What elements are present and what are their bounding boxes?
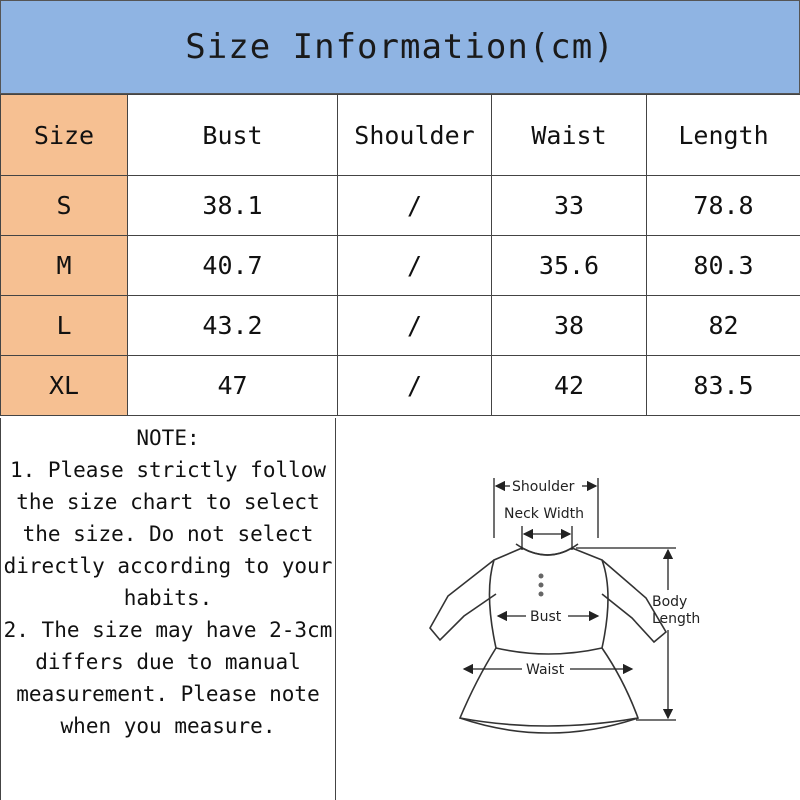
label-body: Body: [652, 594, 688, 610]
page-title: Size Information(cm): [0, 0, 800, 94]
cell-size: L: [1, 296, 128, 356]
table-row: [1, 356, 800, 416]
header-size: Size: [1, 95, 128, 176]
cell-bust: 38.1: [128, 176, 338, 236]
cell-bust: 47: [128, 356, 338, 416]
label-neck-width: Neck Width: [504, 506, 585, 522]
header-bust: Bust: [128, 95, 338, 176]
header-length: Length: [647, 95, 800, 176]
table-row: [1, 296, 800, 356]
table-row: [1, 176, 800, 236]
cell-length: 83.5: [647, 356, 800, 416]
cell-size: S: [1, 176, 128, 236]
header-shoulder: Shoulder: [338, 95, 492, 176]
cell-shoulder: /: [338, 356, 492, 416]
note-item-2: 2. The size may have 2-3cm differs due to manual measurement. Please note when you measure.: [3, 618, 333, 738]
neck-measure: [522, 526, 572, 550]
measurement-diagram: [336, 418, 800, 800]
buttons: [539, 574, 544, 597]
cell-shoulder: /: [338, 296, 492, 356]
cell-bust: 43.2: [128, 296, 338, 356]
dress-outline: [430, 544, 666, 733]
cell-waist: 42: [492, 356, 647, 416]
cell-size: XL: [1, 356, 128, 416]
size-table: [0, 94, 800, 416]
cell-length: 78.8: [647, 176, 800, 236]
cell-waist: 38: [492, 296, 647, 356]
cell-length: 80.3: [647, 236, 800, 296]
cell-shoulder: /: [338, 176, 492, 236]
dress-illustration: [336, 418, 800, 800]
cell-waist: 35.6: [492, 236, 647, 296]
cell-size: M: [1, 236, 128, 296]
table-header-row: [1, 95, 800, 176]
label-waist: Waist: [526, 662, 565, 678]
cell-length: 82: [647, 296, 800, 356]
cell-bust: 40.7: [128, 236, 338, 296]
note-section: [0, 418, 336, 800]
body-length-measure: [576, 548, 676, 720]
note-item-1: 1. Please strictly follow the size chart to select the size. Do not select directly according to your habits.: [3, 458, 333, 610]
header-waist: Waist: [492, 95, 647, 176]
cell-shoulder: /: [338, 236, 492, 296]
table-row: [1, 236, 800, 296]
label-bust: Bust: [530, 609, 562, 625]
label-length: Length: [652, 611, 701, 627]
label-shoulder: Shoulder: [512, 479, 575, 495]
cell-waist: 33: [492, 176, 647, 236]
note-heading: NOTE:: [136, 426, 200, 450]
